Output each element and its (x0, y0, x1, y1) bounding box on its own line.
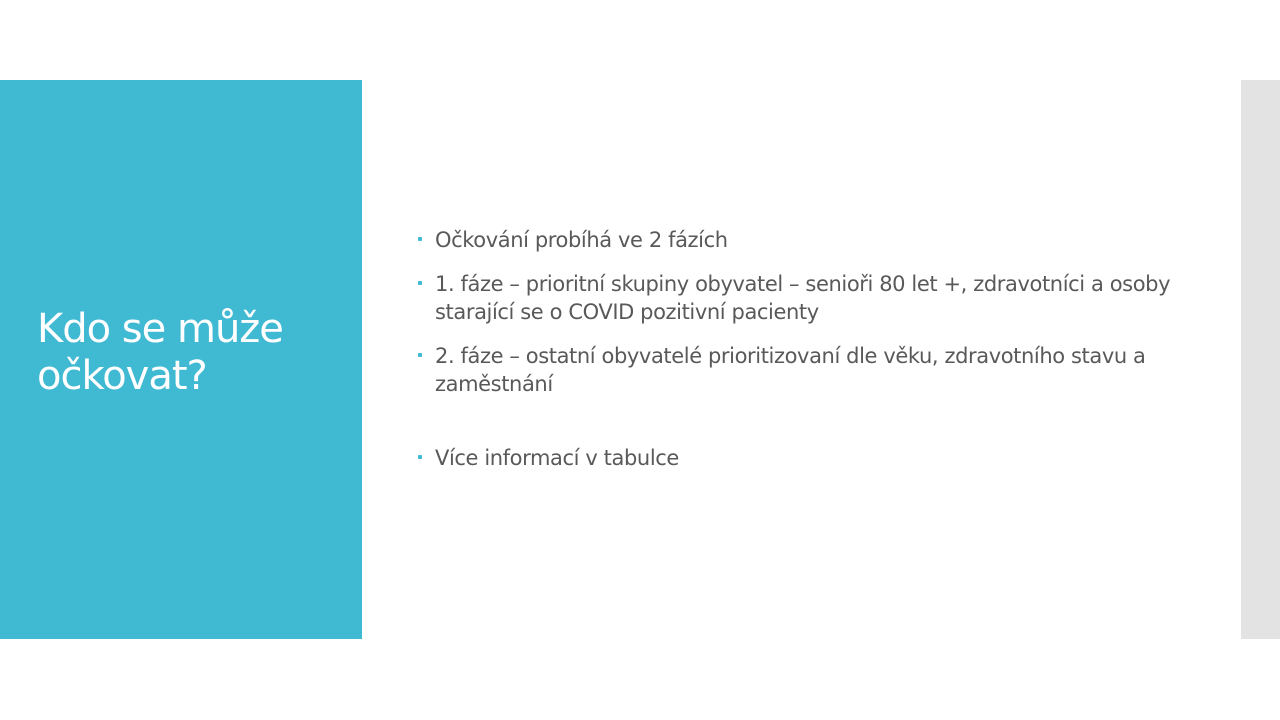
bullet-list (418, 226, 1178, 488)
bullet-item (418, 226, 1178, 254)
slide-title: Kdo se může očkovat? (37, 306, 283, 399)
bullet-text: Očkování probíhá ve 2 fázích (435, 228, 728, 252)
bullet-item (418, 444, 1178, 472)
bullet-icon (418, 281, 422, 285)
bullet-icon (418, 353, 422, 357)
bullet-item (418, 342, 1178, 398)
bullet-item (418, 270, 1178, 326)
bullet-icon (418, 237, 422, 241)
bullet-icon (418, 455, 422, 459)
bullet-text: 1. fáze – prioritní skupiny obyvatel – senioři 80 let +, zdravotníci a osoby starající se o COVID pozitivní pacienty (435, 272, 1171, 324)
bullet-text: 2. fáze – ostatní obyvatelé prioritizovaní dle věku, zdravotního stavu a zaměstnání (435, 344, 1146, 396)
right-decorative-strip (1241, 80, 1280, 639)
bullet-text: Více informací v tabulce (435, 446, 679, 470)
